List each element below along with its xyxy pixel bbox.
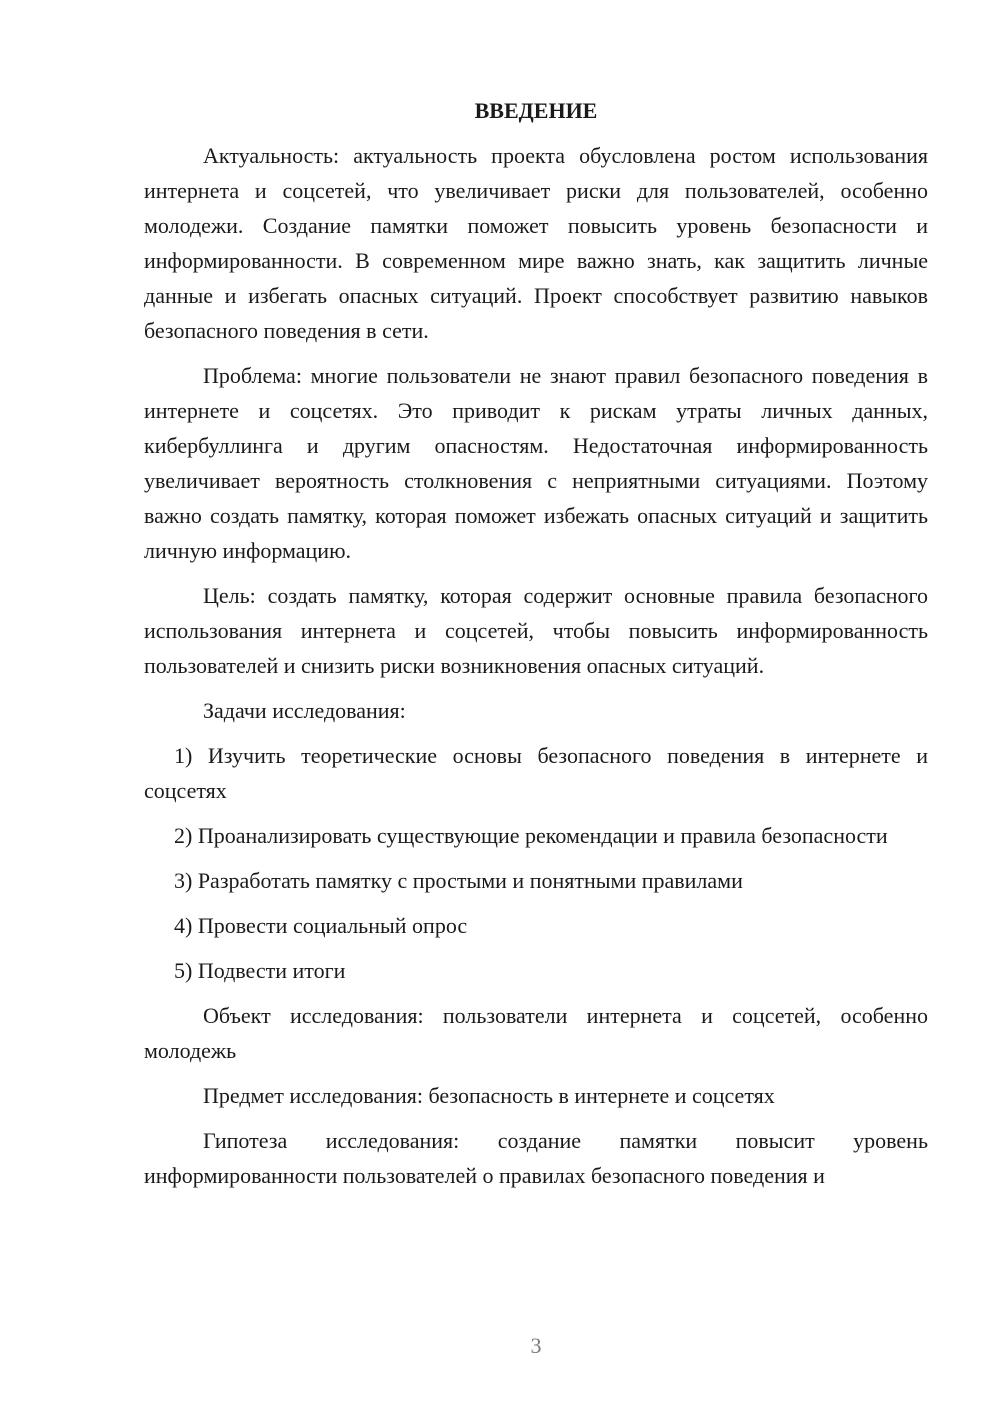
section-heading: ВВЕДЕНИЕ [474,98,598,123]
paragraph-hypothesis: Гипотеза исследования: создание памятки повысит уровень информированности пользователей о правилах безопасного поведения и [144,1128,928,1188]
paragraph-problem: Проблема: многие пользователи не знают правил безопасного поведения в интернете и соцсетях. Это приводит к рискам утраты личных данных, кибербуллинга и другим опасностям. Недостаточная информированность увеличивает вероятность столкновения с неприятными ситуациями. Поэтому важно создать памятку, которая поможет избежать опасных ситуаций и защитить личную информацию. [144,363,928,563]
page-number: 3 [530,1333,542,1358]
task-item-3: 3) Разработать памятку с простыми и понятными правилами [174,868,743,893]
paragraph-subject: Предмет исследования: безопасность в интернете и соцсетях [203,1083,775,1108]
task-item-4: 4) Провести социальный опрос [174,913,468,938]
paragraph-tasks-title: Задачи исследования: [203,698,406,723]
task-item-2: 2) Проанализировать существующие рекомендации и правила безопасности [174,823,888,848]
paragraph-object: Объект исследования: пользователи интернета и соцсетей, особенно молодежь [144,1003,928,1063]
page-content [144,93,928,1193]
task-item-5: 5) Подвести итоги [174,958,346,983]
paragraph-relevance: Актуальность: актуальность проекта обусловлена ростом использования интернета и соцсетей, что увеличивает риски для пользователей, особенно молодежи. Создание памятки поможет повысить уровень безопасности и информированности. В современном мире важно знать, как защитить личные данные и избегать опасных ситуаций. Проект способствует развитию навыков безопасного поведения в сети. [144,143,928,343]
task-item-1: 1) Изучить теоретические основы безопасного поведения в интернете и соцсетях [144,743,928,803]
paragraph-goal: Цель: создать памятку, которая содержит основные правила безопасного использования интернета и соцсетей, чтобы повысить информированность пользователей и снизить риски возникновения опасных ситуаций. [144,583,928,678]
